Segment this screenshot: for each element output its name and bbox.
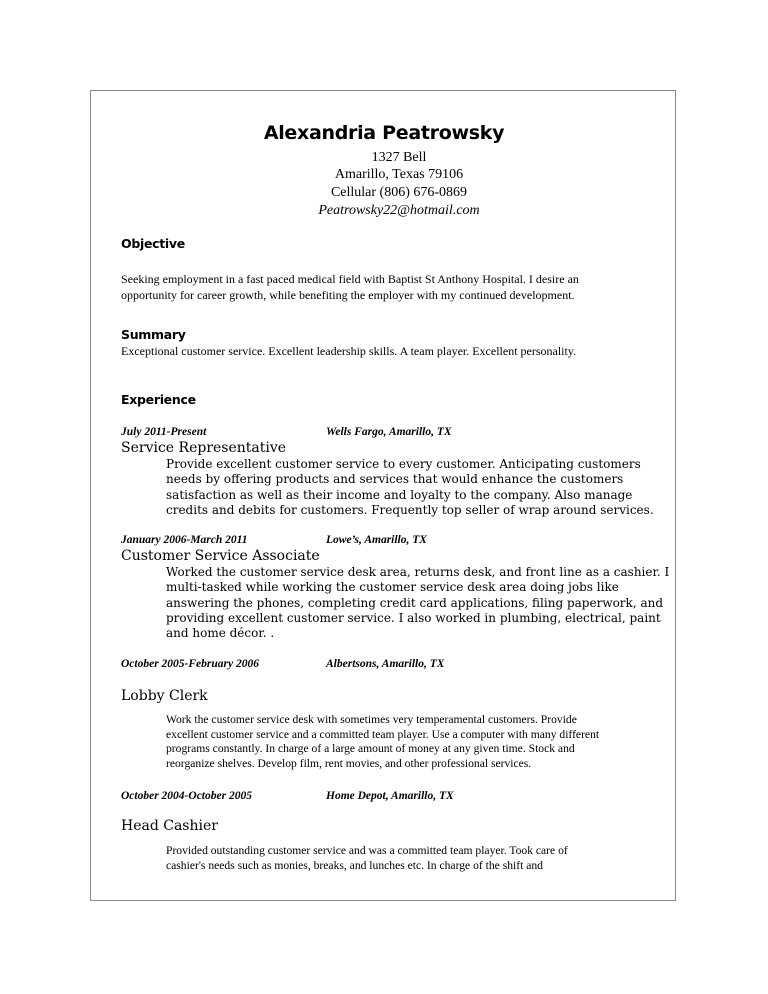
job-description-line: credits and debits for customers. Frequently top seller of wrap around services. <box>166 502 654 517</box>
objective-heading: Objective <box>121 236 185 251</box>
job-description-line: programs constantly. In charge of a large amount of money at any given time. Stock and <box>166 742 575 756</box>
job-description-line: Provided outstanding customer service and was a committed team player. Took care of <box>166 844 568 857</box>
job-title: Customer Service Associate <box>121 548 320 564</box>
phone-number: Cellular (806) 676-0869 <box>330 185 468 200</box>
job-description-line: excellent customer service and a committed team player. Use a computer with many different <box>166 727 600 741</box>
job-dates: July 2011-Present <box>121 426 207 438</box>
job-title: Lobby Clerk <box>121 688 208 704</box>
job-dates: October 2005-February 2006 <box>121 658 259 670</box>
job-description-line: satisfaction as well as their income and loyalty to the company. Also manage <box>166 487 633 502</box>
job-description-line: cashier's needs such as monies, breaks, and lunches etc. In charge of the shift and <box>166 858 543 872</box>
job-title: Service Representative <box>121 440 287 456</box>
job-employer: Home Depot, Amarillo, TX <box>326 790 454 802</box>
job-employer: Lowe’s, Amarillo, TX <box>326 534 427 546</box>
job-dates: October 2004-October 2005 <box>121 790 252 802</box>
job-employer: Wells Fargo, Amarillo, TX <box>326 426 452 438</box>
job-description-line: Worked the customer service desk area, returns desk, and front line as a cashier. I <box>166 565 670 579</box>
objective-line-2: opportunity for career growth, while benefiting the employer with my continued development. <box>121 288 575 302</box>
job-dates: January 2006-March 2011 <box>121 534 248 546</box>
job-description-line: Provide excellent customer service to every customer. Anticipating customers <box>166 457 641 471</box>
job-description-line: answering the phones, completing credit card applications, filing paperwork, and <box>166 595 664 610</box>
job-title: Head Cashier <box>121 818 218 834</box>
job-description <box>166 713 656 772</box>
experience-heading: Experience <box>121 392 196 407</box>
job-description-line: providing excellent customer service. I also worked in plumbing, electrical, paint <box>166 610 661 625</box>
address-line-2: Amarillo, Texas 79106 <box>334 167 464 182</box>
email-address: Peatrowsky22@hotmail.com <box>318 203 480 218</box>
job-description <box>166 844 656 873</box>
address-line-1: 1327 Bell <box>371 150 427 165</box>
job-description <box>166 565 670 641</box>
summary-heading: Summary <box>121 327 186 342</box>
resume-name: Alexandria Peatrowsky <box>263 122 505 144</box>
objective-line-1: Seeking employment in a fast paced medical field with Baptist St Anthony Hospital. I desire an <box>121 272 579 286</box>
job-employer: Albertsons, Amarillo, TX <box>326 658 445 670</box>
job-description <box>166 457 656 518</box>
job-description-line: Work the customer service desk with sometimes very temperamental customers. Provide <box>166 713 577 726</box>
job-description-line: reorganize shelves. Develop film, rent movies, and other professional services. <box>166 757 532 771</box>
job-description-line: and home décor. . <box>166 626 275 641</box>
job-description-line: needs by offering products and services that would enhance the customers <box>166 472 624 487</box>
job-description-line: multi-tasked while working the customer service desk area doing jobs like <box>166 580 619 595</box>
summary-text: Exceptional customer service. Excellent leadership skills. A team player. Excellent personality. <box>121 344 577 358</box>
